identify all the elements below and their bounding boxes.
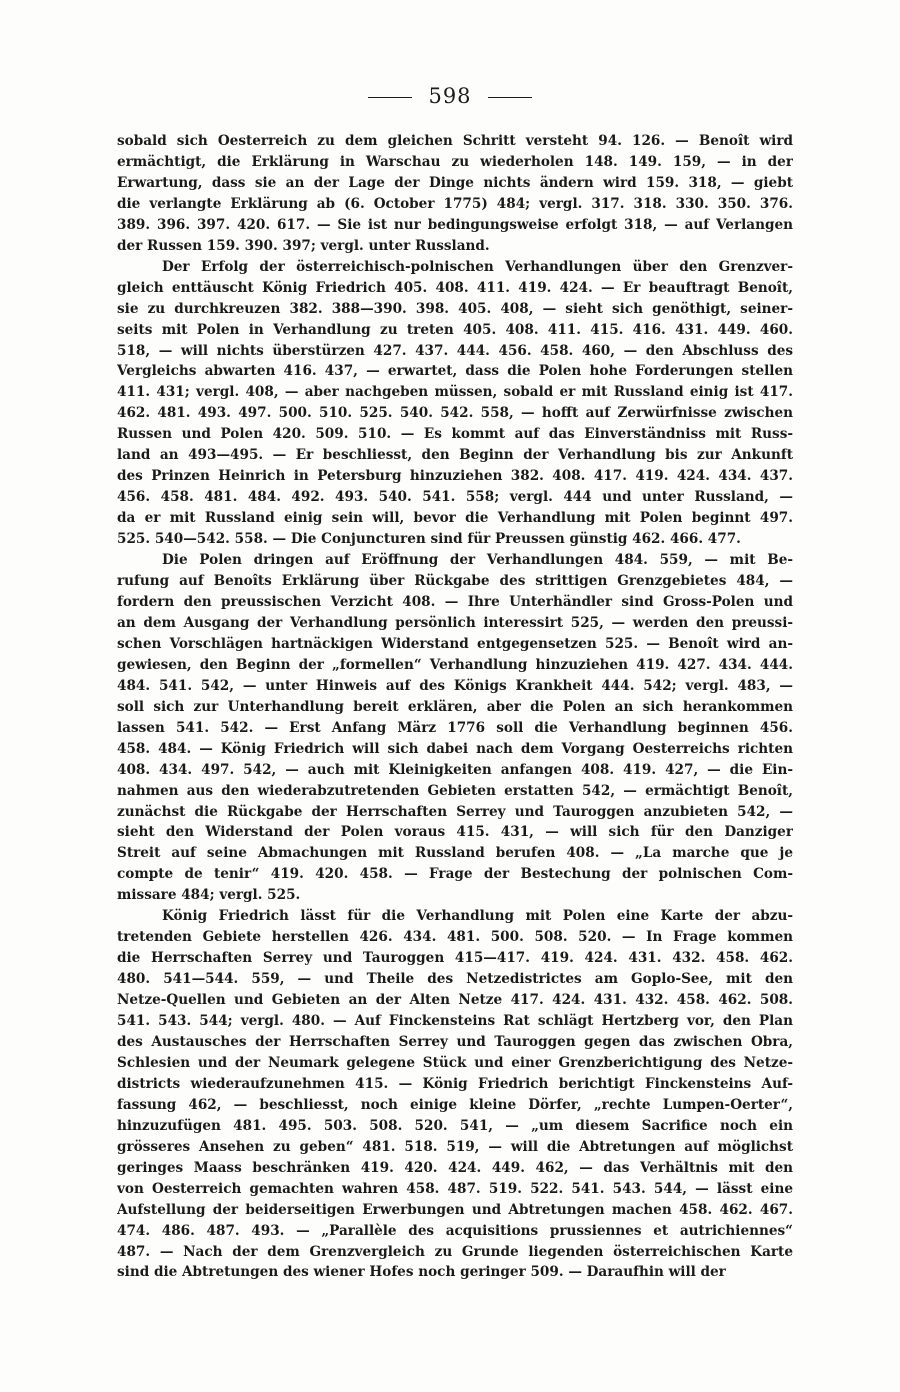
- text-line: ermächtigt, die Erklärung in Warschau zu wiederholen 148. 149. 159, — in der: [117, 153, 793, 170]
- text-line: Streit auf seine Abmachungen mit Russland berufen 408. — „La marche que je: [117, 845, 793, 862]
- text-line: districts wiederaufzunehmen 415. — König Friedrich berichtigt Finckensteins Auf-: [117, 1075, 793, 1092]
- text-line: geringes Maass beschränken 419. 420. 424. 449. 462, — das Verhältnis mit den: [117, 1159, 793, 1176]
- text-line: 458. 484. — König Friedrich will sich dabei nach dem Vorgang Oesterreichs richten: [117, 740, 793, 757]
- text-line: die verlangte Erklärung ab (6. October 1775) 484; vergl. 317. 318. 330. 350. 376.: [117, 195, 793, 212]
- text-line: 484. 541. 542, — unter Hinweis auf des Königs Krankheit 444. 542; vergl. 483, —: [117, 677, 793, 694]
- text-line: 518, — will nichts überstürzen 427. 437. 444. 456. 458. 460, — den Abschluss des: [117, 342, 793, 359]
- text-line: 525. 540—542. 558. — Die Conjuncturen sind für Preussen günstig 462. 466. 477.: [117, 531, 741, 548]
- paragraph: [117, 131, 793, 257]
- text-line: compte de tenir“ 419. 420. 458. — Frage der Bestechung der polnischen Com-: [117, 866, 793, 883]
- text-line: Erwartung, dass sie an der Lage der Dinge nichts ändern wird 159. 318, — giebt: [117, 174, 793, 191]
- text-line: Die Polen dringen auf Eröffnung der Verhandlungen 484. 559, — mit Be-: [162, 552, 793, 569]
- text-line: fordern den preussischen Verzicht 408. — Ihre Unterhändler sind Gross-Polen und: [117, 593, 793, 610]
- page-number-dash-right: [488, 97, 532, 98]
- text-line: 411. 431; vergl. 408, — aber nachgeben müssen, sobald er mit Russland einig ist 417.: [117, 384, 793, 401]
- text-line: sieht den Widerstand der Polen voraus 415. 431, — will sich für den Danziger: [117, 824, 793, 841]
- text-line: soll sich zur Unterhandlung bereit erklären, aber die Polen an sich herankommen: [117, 698, 793, 715]
- text-line: König Friedrich lässt für die Verhandlung mit Polen eine Karte der abzu-: [162, 908, 793, 925]
- paragraph: [117, 257, 793, 550]
- text-line: Aufstellung der beiderseitigen Erwerbungen und Abtretungen machen 458. 462. 467.: [117, 1201, 793, 1218]
- text-line: Russen und Polen 420. 509. 510. — Es kommt auf das Einverständniss mit Russ-: [117, 426, 793, 443]
- text-line: 480. 541—544. 559, — und Theile des Netzedistrictes am Goplo-See, mit den: [117, 971, 793, 988]
- text-line: der Russen 159. 390. 397; vergl. unter Russland.: [117, 237, 490, 254]
- paragraph: [117, 906, 793, 1283]
- page-number: [0, 84, 900, 108]
- text-line: missare 484; vergl. 525.: [117, 887, 301, 904]
- text-line: an dem Ausgang der Verhandlung persönlich interessirt 525, — werden den preussi-: [117, 614, 793, 631]
- text-line: Der Erfolg der österreichisch-polnischen Verhandlungen über den Grenzver-: [162, 258, 793, 275]
- text-line: tretenden Gebiete herstellen 426. 434. 481. 500. 508. 520. — In Frage kommen: [117, 929, 793, 946]
- text-line: hinzuzufügen 481. 495. 503. 508. 520. 541, — „um diesem Sacrifice noch ein: [117, 1117, 793, 1134]
- text-line: sind die Abtretungen des wiener Hofes noch geringer 509. — Daraufhin will der: [117, 1264, 726, 1281]
- text-line: seits mit Polen in Verhandlung zu treten 405. 408. 411. 415. 416. 431. 449. 460.: [117, 321, 793, 338]
- text-line: lassen 541. 542. — Erst Anfang März 1776 soll die Verhandlung beginnen 456.: [117, 719, 793, 736]
- text-line: 462. 481. 493. 497. 500. 510. 525. 540. 542. 558, — hofft auf Zerwürfnisse zwischen: [117, 405, 793, 422]
- text-line: sie zu durchkreuzen 382. 388—390. 398. 405. 408, — sieht sich genöthigt, seiner-: [117, 300, 793, 317]
- text-line: land an 493—495. — Er beschliesst, den Beginn der Verhandlung bis zur Ankunft: [117, 447, 793, 464]
- text-line: da er mit Russland einig sein will, bevor die Verhandlung mit Polen beginnt 497.: [117, 510, 793, 527]
- text-line: schen Vorschlägen hartnäckigen Widerstand entgegensetzen 525. — Benoît wird an-: [117, 635, 793, 652]
- text-line: 408. 434. 497. 542, — auch mit Kleinigkeiten anfangen 408. 419. 427, — die Ein-: [117, 761, 793, 778]
- text-line: gleich enttäuscht König Friedrich 405. 408. 411. 419. 424. — Er beauftragt Benoît,: [117, 279, 793, 296]
- text-line: 474. 486. 487. 493. — „Parallèle des acquisitions prussiennes et autrichiennes“: [117, 1222, 793, 1239]
- text-line: 456. 458. 481. 484. 492. 493. 540. 541. 558; vergl. 444 und unter Russland, —: [117, 489, 793, 506]
- text-line: von Oesterreich gemachten wahren 458. 487. 519. 522. 541. 543. 544, — lässt eine: [117, 1180, 793, 1197]
- text-line: rufung auf Benoîts Erklärung über Rückgabe des strittigen Grenzgebietes 484, —: [117, 573, 793, 590]
- text-line: zunächst die Rückgabe der Herrschaften Serrey und Tauroggen anzubieten 542, —: [117, 803, 793, 820]
- text-line: Vergleichs abwarten 416. 437, — erwartet, dass die Polen hohe Forderungen stellen: [117, 363, 793, 380]
- page-number-dash-left: [368, 97, 412, 98]
- text-line: fassung 462, — beschliesst, noch einige kleine Dörfer, „rechte Lumpen-Oerter“,: [117, 1096, 793, 1113]
- text-line: 487. — Nach der dem Grenzvergleich zu Grunde liegenden österreichischen Karte: [117, 1243, 793, 1260]
- text-line: die Herrschaften Serrey und Tauroggen 415—417. 419. 424. 431. 432. 458. 462.: [117, 950, 793, 967]
- text-line: 541. 543. 544; vergl. 480. — Auf Finckensteins Rat schlägt Hertzberg vor, den Plan: [117, 1013, 793, 1030]
- text-line: gewiesen, den Beginn der „formellen“ Verhandlung hinzuziehen 419. 427. 434. 444.: [117, 656, 793, 673]
- text-line: des Prinzen Heinrich in Petersburg hinzuziehen 382. 408. 417. 419. 424. 434. 437.: [117, 468, 793, 485]
- text-line: grösseres Ansehen zu geben“ 481. 518. 519, — will die Abtretungen auf möglichst: [117, 1138, 793, 1155]
- text-line: sobald sich Oesterreich zu dem gleichen Schritt versteht 94. 126. — Benoît wird: [117, 133, 793, 149]
- body-text: [117, 131, 793, 1283]
- paragraph: [117, 550, 793, 906]
- text-line: des Austausches der Herrschaften Serrey und Tauroggen gegen das zwischen Obra,: [117, 1033, 793, 1050]
- text-line: Netze-Quellen und Gebieten an der Alten Netze 417. 424. 431. 432. 458. 462. 508.: [117, 992, 793, 1009]
- text-line: Schlesien und der Neumark gelegene Stück und einer Grenzberichtigung des Netze-: [117, 1054, 793, 1071]
- page-number-text: 598: [428, 84, 472, 108]
- text-line: nahmen aus den wiederabzutretenden Gebieten erstatten 542, — ermächtigt Benoît,: [117, 782, 793, 799]
- text-line: 389. 396. 397. 420. 617. — Sie ist nur bedingungsweise erfolgt 318, — auf Verlangen: [117, 216, 793, 233]
